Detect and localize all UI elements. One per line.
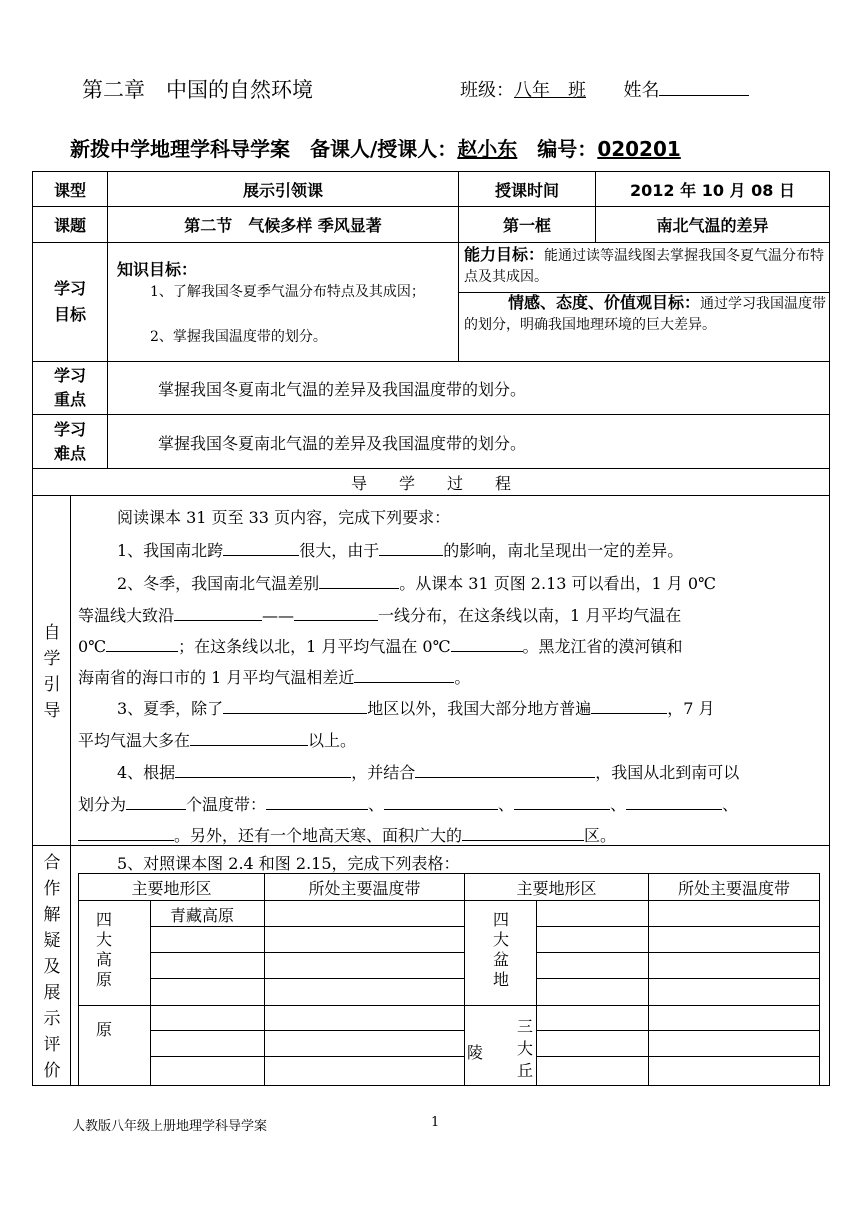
focus-text: 掌握我国冬夏南北气温的差异及我国温度带的划分。	[158, 380, 527, 399]
question-3-line-1: 3、夏季，除了 地区以外，我国大部分地方普遍 ，7 月	[117, 699, 715, 718]
blank[interactable]	[384, 793, 498, 810]
topic-value: 第二节 气候多样 季风显著	[184, 216, 382, 235]
difficulty-label: 学习难点	[53, 419, 86, 463]
blank[interactable]	[626, 793, 722, 810]
blank[interactable]	[354, 666, 454, 683]
blank[interactable]	[190, 729, 308, 746]
knowledge-goal-1: 1、了解我国冬夏季气温分布特点及其成因；	[150, 284, 425, 300]
number-label: 编号：	[517, 137, 598, 161]
section-label: 第一框	[502, 216, 551, 235]
question-2-line-3: 0℃ ；在这条线以北，1 月平均气温在 0℃ 。黑龙江省的漠河镇和	[78, 637, 683, 656]
question-3-line-2: 平均气温大多在 以上。	[78, 731, 357, 750]
question-2-line-4: 海南省的海口市的 1 月平均气温相差近 。	[78, 668, 471, 687]
blank[interactable]	[319, 572, 399, 589]
lesson-type-label: 课型	[53, 180, 86, 200]
self-study-label: 自学引导	[43, 623, 61, 721]
blank[interactable]	[294, 604, 378, 621]
section-value: 南北气温的差异	[656, 216, 769, 235]
blank[interactable]	[174, 604, 262, 621]
lesson-time-label: 授课时间	[494, 180, 559, 200]
lesson-time-value: 2012 年 10 月 08 日	[630, 180, 795, 200]
intro-text: 阅读课本 31 页至 33 页内容，完成下列要求：	[117, 508, 451, 527]
blank[interactable]	[415, 761, 595, 778]
goals-label: 学习目标	[53, 279, 86, 324]
col-temp-zone-1: 所处主要温度带	[308, 878, 421, 898]
col-temp-zone-2: 所处主要温度带	[677, 878, 790, 898]
blank[interactable]	[462, 824, 584, 841]
blank[interactable]	[223, 697, 367, 714]
footer-text: 人教版八年级上册地理学科导学案	[72, 1119, 268, 1134]
cooperate-label: 合作解疑及展示评价	[43, 853, 61, 1081]
doc-number: 020201	[597, 137, 681, 161]
blank[interactable]	[126, 793, 186, 810]
hills-label-left: 陵	[467, 1043, 484, 1062]
ability-goal: 能力目标：能通过读等温线图去掌握我国冬夏气温分布特点及其成因。	[464, 245, 825, 285]
page-number: 1	[431, 1115, 440, 1130]
knowledge-goal-2: 2、掌握我国温度带的划分。	[150, 329, 327, 345]
class-label: 班级：	[460, 80, 514, 101]
difficulty-text: 掌握我国冬夏南北气温的差异及我国温度带的划分。	[158, 434, 527, 453]
question-2-line-1: 2、冬季，我国南北气温差别 。从课本 31 页图 2.13 可以看出，1 月 0℃	[117, 574, 716, 593]
question-4-line-2: 划分为 个温度带： 、 、 、 、	[78, 795, 739, 814]
teacher-name: 赵小东	[457, 137, 518, 161]
plains-label: 原	[96, 1020, 113, 1039]
three-hills-label: 三大丘	[516, 1017, 533, 1080]
class-value: 八年 班	[514, 80, 586, 101]
blank[interactable]	[451, 635, 523, 652]
question-2-line-2: 等温线大致沿 —— 一线分布，在这条线以南，1 月平均气温在	[78, 606, 682, 625]
blank[interactable]	[266, 793, 368, 810]
question-5: 5、对照课本图 2.4 和图 2.15，完成下列表格：	[117, 854, 460, 873]
topic-label: 课题	[53, 216, 86, 235]
class-name-line	[460, 76, 749, 102]
name-label: 姓名	[623, 80, 660, 101]
blank[interactable]	[514, 793, 610, 810]
blank[interactable]	[591, 697, 667, 714]
plateau-1: 青藏高原	[170, 906, 235, 925]
four-basins-label: 四大盆地	[492, 910, 509, 989]
lesson-type-value: 展示引领课	[242, 180, 323, 200]
chapter-title: 第二章 中国的自然环境	[82, 78, 313, 102]
blank[interactable]	[106, 635, 178, 652]
question-1: 1、我国南北跨 很大，由于 的影响，南北呈现出一定的差异。	[117, 541, 684, 560]
question-4-line-1: 4、根据 ，并结合 ，我国从北到南可以	[117, 763, 740, 782]
col-terrain-2: 主要地形区	[516, 878, 597, 898]
school-title: 新拨中学地理学科导学案 备课人/授课人：	[70, 137, 458, 161]
doc-title	[70, 133, 681, 162]
blank[interactable]	[223, 539, 299, 556]
focus-label: 学习重点	[53, 366, 86, 409]
blank[interactable]	[78, 824, 174, 841]
blank[interactable]	[379, 539, 443, 556]
name-blank[interactable]	[659, 77, 749, 96]
process-title: 导 学 过 程	[350, 473, 511, 493]
four-plateaus-label: 四大高原	[95, 910, 112, 989]
knowledge-goal-title: 知识目标：	[117, 260, 198, 279]
col-terrain-1: 主要地形区	[131, 878, 212, 898]
emotion-goal: 情感、态度、价值观目标：通过学习我国温度带的划分，明确我国地理环境的巨大差异。	[464, 293, 827, 333]
question-4-line-3: 。另外，还有一个地高天寒、面积广大的 区。	[78, 823, 616, 846]
blank[interactable]	[175, 761, 351, 778]
